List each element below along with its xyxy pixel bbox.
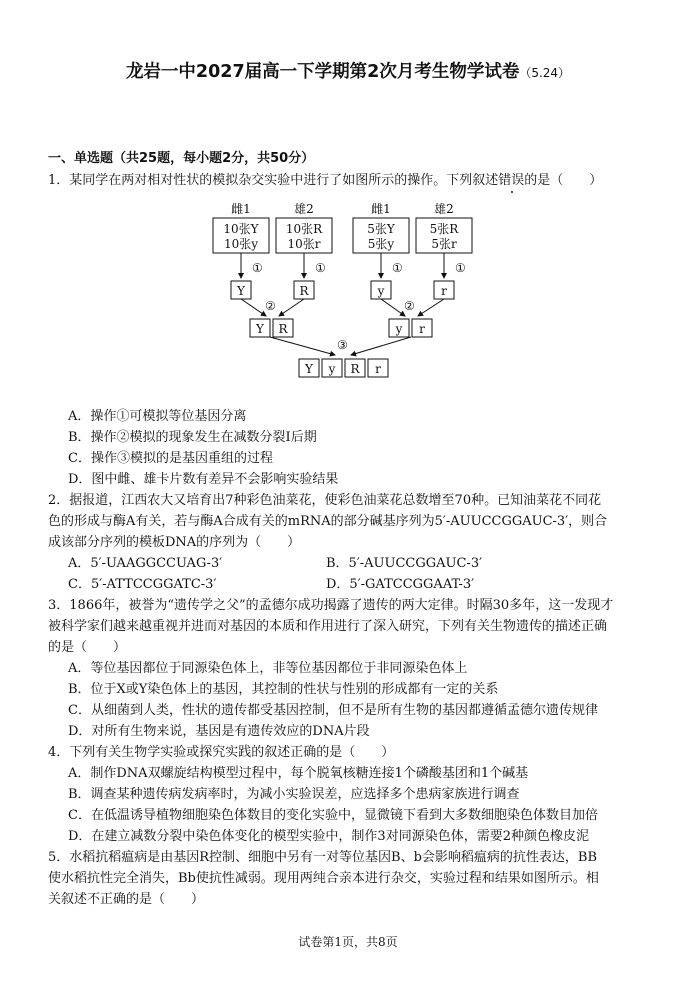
q1-option-a: A．操作①可模拟等位基因分离	[68, 409, 247, 424]
drawn-card: r	[441, 284, 447, 298]
card-count: 10张r	[287, 237, 321, 251]
question-4-line: 4．下列有关生物学实验或探究实践的叙述正确的是（ ）	[48, 745, 395, 760]
q4-option-b: B．调查某种遗传病发病率时，为减小实验误差，应选择多个患病家族进行调查	[68, 787, 520, 802]
step-2-label: ②	[265, 299, 276, 313]
card-count: 10张Y	[223, 222, 259, 236]
question-3-line: 3．1866年，被誉为“遗传学之父”的孟德尔成功揭露了遗传的两大定律。时隔30多年，这一发现才	[48, 598, 614, 613]
page-title: 龙岩一中2027届高一下学期第2次月考生物学试卷（5.24）	[125, 62, 571, 82]
question-2-line: 2．据报道，江西农大又培育出7种彩色油菜花，使彩色油菜花总数增至70种。已知油菜花不同花	[48, 493, 602, 508]
question-3-line: 被科学家们越来越重视并进而对基因的本质和作用进行了深入研究，下列有关生物遗传的描述正确	[48, 619, 608, 634]
q3-option-d: D．对所有生物来说，基因是有遗传效应的DNA片段	[68, 724, 370, 739]
step-1-label: ①	[315, 261, 326, 275]
step-2-label: ②	[404, 299, 415, 313]
emphasis-dots: 错误	[498, 173, 525, 188]
final-card: Y	[305, 362, 313, 376]
q2-option-d: D．5′-GATCCGGAAT-3′	[326, 577, 475, 592]
paired-card: R	[278, 322, 288, 336]
q3-option-c: C．从细菌到人类，性状的遗传都受基因控制，但不是所有生物的基因都遵循孟德尔遗传规律	[68, 703, 598, 718]
section-heading: 一、单选题（共25题，每小题2分，共50分）	[48, 151, 315, 166]
step-1-label: ①	[252, 261, 263, 275]
card-count: 10张y	[223, 237, 259, 251]
step-1-label: ①	[455, 261, 466, 275]
final-card: r	[375, 362, 381, 376]
question-1-stem: 1．某同学在两对相对性状的模拟杂交实验中进行了如图所示的操作。下列叙述错误的是（ ）	[48, 173, 603, 188]
q4-option-c: C．在低温诱导植物细胞染色体数目的变化实验中，显微镜下看到大多数细胞染色体数目加倍	[68, 808, 598, 823]
q4-option-a: A．制作DNA双螺旋结构模型过程中，每个脱氧核糖连接1个磷酸基团和1个碱基	[68, 766, 529, 781]
card-count: 10张R	[285, 222, 323, 236]
q2-option-a: A．5′-UAAGGCCUAG-3′	[68, 556, 223, 571]
simulation-diagram	[0, 195, 696, 385]
box-label: 雄2	[434, 202, 454, 216]
drawn-card: y	[377, 284, 385, 298]
q3-option-a: A．等位基因都位于同源染色体上，非等位基因都位于非同源染色体上	[68, 661, 468, 676]
card-count: 5张r	[431, 237, 457, 251]
drawn-card: Y	[237, 284, 245, 298]
drawn-card: R	[299, 284, 309, 298]
box-label: 雌1	[371, 202, 391, 216]
question-2-line: 成该部分序列的模板DNA的序列为（ ）	[48, 535, 301, 550]
question-5-line: 使水稻抗性完全消失，Bb使抗性减弱。现用两纯合亲本进行杂交，实验过程和结果如图所示。相	[48, 871, 599, 886]
card-count: 5张R	[429, 222, 459, 236]
page-footer: 试卷第1页，共8页	[298, 935, 398, 949]
q2-option-c: C．5′-ATTCCGGATC-3′	[68, 577, 217, 592]
paired-card: Y	[256, 322, 264, 336]
paired-card: y	[395, 322, 403, 336]
card-count: 5张Y	[367, 222, 395, 236]
q1-option-c: C．操作③模拟的是基因重组的过程	[68, 451, 273, 466]
card-count: 5张y	[367, 237, 395, 251]
final-card: R	[350, 362, 360, 376]
final-card: y	[328, 362, 336, 376]
question-5-line: 5．水稻抗稻瘟病是由基因R控制、细胞中另有一对等位基因B、b会影响稻瘟病的抗性表达，BB	[48, 850, 598, 865]
q3-option-b: B．位于X或Y染色体上的基因，其控制的性状与性别的形成都有一定的关系	[68, 682, 499, 697]
q1-option-d: D．图中雌、雄卡片数有差异不会影响实验结果	[68, 472, 339, 487]
paired-card: r	[419, 322, 425, 336]
step-1-label: ①	[392, 261, 403, 275]
question-5-line: 关叙述不正确的是（ ）	[48, 892, 205, 907]
q2-option-b: B．5′-AUUCCGGAUC-3′	[326, 556, 483, 571]
question-2-line: 色的形成与酶A有关，若与酶A合成有关的mRNA的部分碱基序列为5′-AUUCCGGAUC-3′，则合	[48, 514, 608, 529]
question-3-line: 的是（ ）	[48, 640, 127, 655]
step-3-label: ③	[337, 338, 348, 352]
box-label: 雌1	[231, 202, 251, 216]
q1-option-b: B．操作②模拟的现象发生在减数分裂I后期	[68, 430, 317, 445]
q4-option-d: D．在建立减数分裂中染色体变化的模型实验中，制作3对同源染色体，需要2种颜色橡皮泥	[68, 829, 589, 844]
box-label: 雄2	[294, 202, 314, 216]
